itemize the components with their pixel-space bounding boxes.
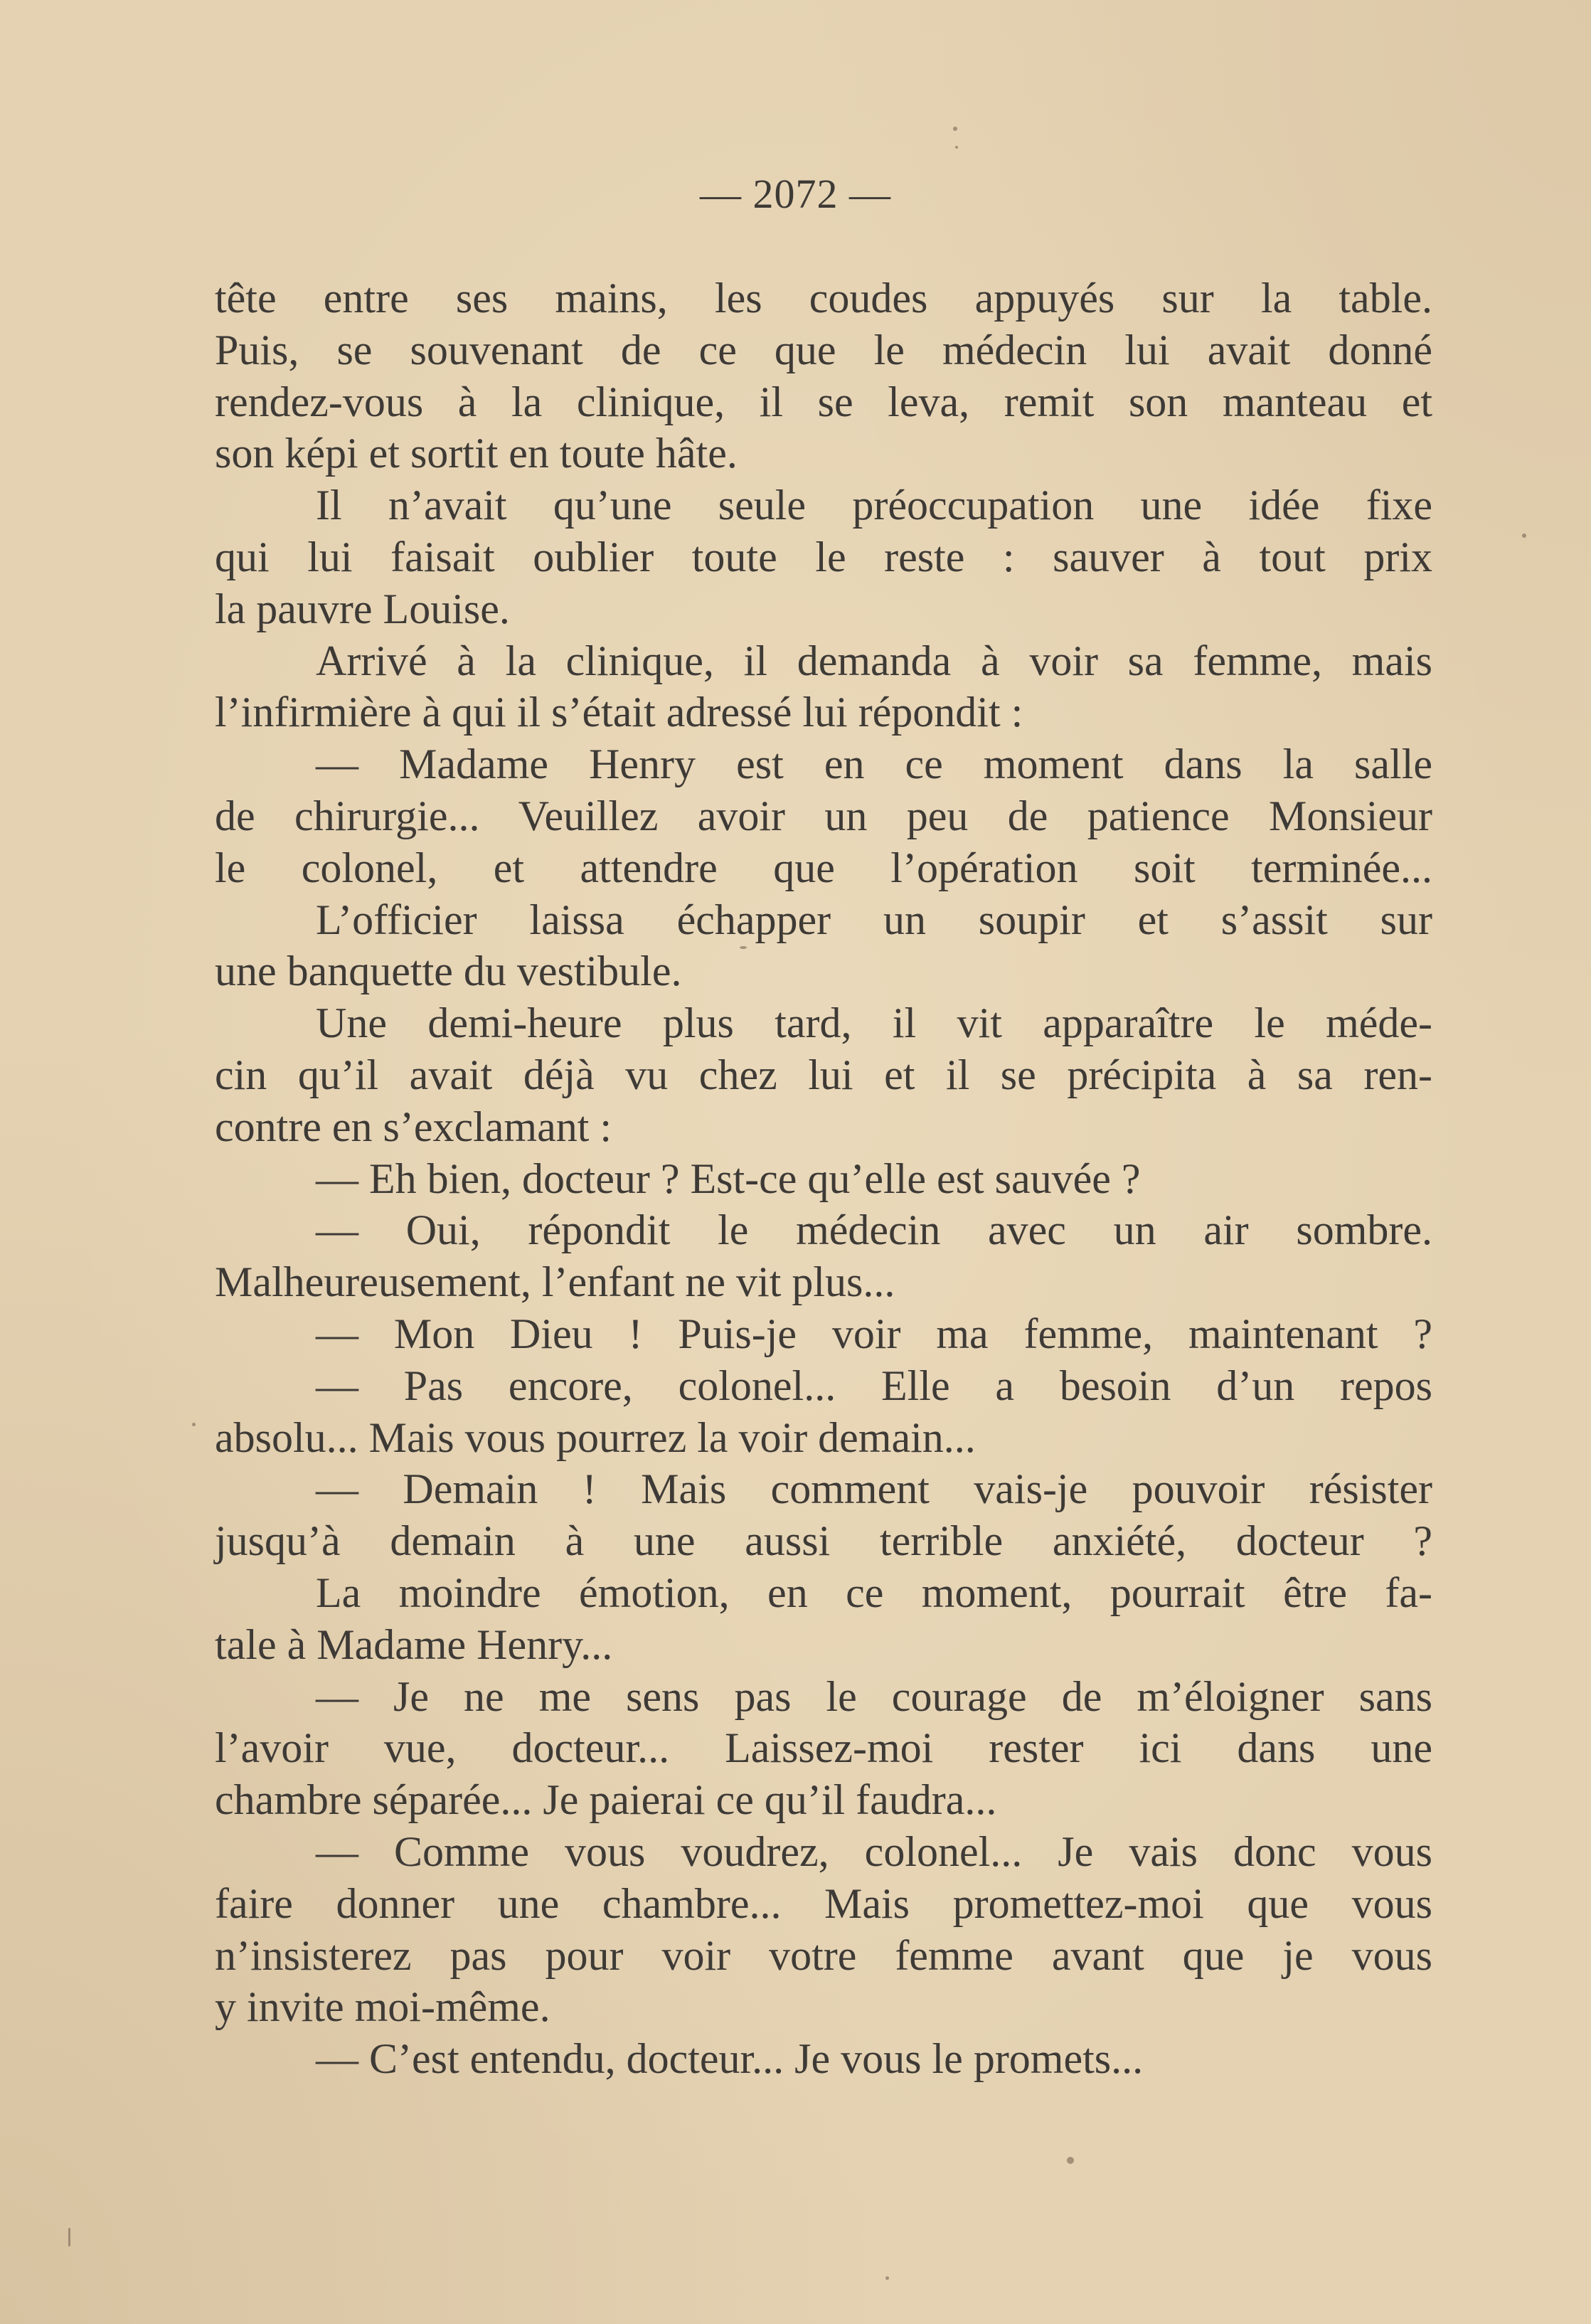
body-text [215,272,1432,2085]
text-line: Malheureusement, l’enfant ne vit plus... [215,1258,895,1306]
text-line: — Comme vous voudrez, colonel... Je vais donc vous [316,1827,1432,1875]
text-line: n’insisterez pas pour voir votre femme avant que je vous [215,1931,1432,1979]
text-line: jusqu’à demain à une aussi terrible anxiété, docteur ? [215,1517,1432,1565]
text-line: Une demi-heure plus tard, il vit apparaître le méde- [316,999,1432,1047]
text-line: — Pas encore, colonel... Elle a besoin d’un repos [316,1362,1432,1409]
text-line: Arrivé à la clinique, il demanda à voir sa femme, mais [316,637,1432,684]
text-line: tale à Madame Henry... [215,1620,613,1668]
paper-speck [953,127,957,131]
text-line: faire donner une chambre... Mais promettez-moi que vous [215,1879,1432,1927]
text-line: absolu... Mais vous pourrez la voir demain... [215,1413,976,1461]
page-number: — 2072 — [700,171,891,217]
paper-speck [1067,2157,1074,2164]
paper-speck [1522,534,1526,538]
paper-speck [68,2228,70,2246]
text-line: de chirurgie... Veuillez avoir un peu de patience Monsieur [215,792,1432,839]
text-line: — C’est entendu, docteur... Je vous le promets... [316,2035,1144,2083]
text-line: la pauvre Louise. [215,585,510,632]
text-line: — Eh bien, docteur ? Est-ce qu’elle est sauvée ? [316,1155,1141,1202]
text-line: — Mon Dieu ! Puis-je voir ma femme, maintenant ? [316,1310,1432,1357]
text-line: une banquette du vestibule. [215,948,682,995]
paper-speck [955,146,958,149]
text-line: — Je ne me sens pas le courage de m’éloigner sans [316,1672,1432,1720]
text-line: L’officier laissa échapper un soupir et s’assit sur [316,896,1432,943]
text-line: contre en s’exclamant : [215,1103,612,1150]
text-line: La moindre émotion, en ce moment, pourrait être fa- [316,1569,1432,1616]
text-line: l’infirmière à qui il s’était adressé lui répondit : [215,689,1023,736]
text-line: chambre séparée... Je paierai ce qu’il faudra... [215,1776,997,1824]
text-line: — Madame Henry est en ce moment dans la salle [316,741,1432,788]
text-line: y invite moi-même. [215,1983,550,2031]
text-line: rendez-vous à la clinique, il se leva, remit son manteau et [215,378,1432,425]
text-line: le colonel, et attendre que l’opération soit terminée... [215,844,1432,891]
paper-speck [740,946,747,949]
text-line: Il n’avait qu’une seule préoccupation une idée fixe [316,482,1432,529]
paper-speck [885,2276,889,2280]
text-line: Puis, se souvenant de ce que le médecin lui avait donné [215,326,1432,373]
paper-speck [192,1423,196,1426]
text-line: son képi et sortit en toute hâte. [215,430,738,477]
text-line: — Oui, répondit le médecin avec un air sombre. [316,1206,1432,1254]
text-line: cin qu’il avait déjà vu chez lui et il se précipita à sa ren- [215,1051,1432,1098]
text-line: — Demain ! Mais comment vais-je pouvoir résister [316,1465,1432,1513]
text-line: qui lui faisait oublier toute le reste : sauver à tout prix [215,533,1432,580]
text-line: l’avoir vue, docteur... Laissez-moi rester ici dans une [215,1724,1432,1772]
text-line: tête entre ses mains, les coudes appuyés sur la table. [215,275,1432,322]
